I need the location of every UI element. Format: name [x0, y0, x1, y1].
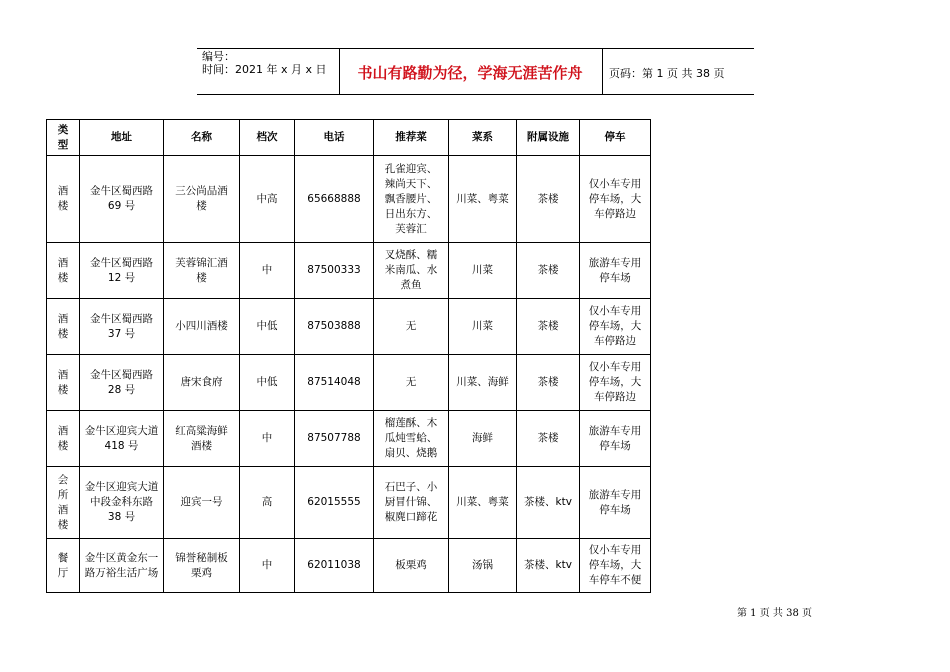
cell-address	[80, 411, 164, 467]
cell-text: 楼	[57, 439, 69, 452]
cell-text: 栗鸡	[191, 566, 212, 579]
cell-text: 小四川酒楼	[175, 320, 228, 332]
column-header-dishes	[374, 120, 449, 156]
cell-text: 茶楼、ktv	[524, 496, 572, 508]
cell-text: 车停路边	[594, 391, 636, 403]
cell-text: 扇贝、烧鹅	[384, 447, 438, 459]
cell-text: 餐	[57, 551, 69, 564]
cell-text: 金牛区蜀西路	[90, 368, 153, 381]
cell-text: 酒	[57, 185, 69, 197]
cell-text: 茶楼	[537, 376, 559, 388]
cell-text: 酒	[57, 256, 69, 269]
table-row	[47, 243, 651, 299]
cell-text: 会	[57, 473, 69, 486]
cell-text: 仅小车专用	[588, 305, 642, 317]
cell-parking	[580, 411, 651, 467]
cell-text: 茶楼	[537, 264, 559, 276]
cell-text: 69 号	[107, 200, 136, 212]
cell-address	[80, 467, 164, 539]
cell-grade	[240, 156, 295, 243]
cell-text: 煮鱼	[400, 279, 422, 291]
cell-phone	[295, 156, 374, 243]
cell-text: 厨冒什锦、	[384, 496, 438, 508]
cell-facilities	[517, 467, 580, 539]
restaurant-table	[46, 119, 651, 593]
cell-text: 石巴子、小	[384, 481, 438, 493]
cell-text: 62015555	[307, 496, 361, 508]
cell-type	[47, 156, 80, 243]
cell-text: 川菜	[472, 264, 493, 276]
cell-text: 金牛区蜀西路	[90, 185, 153, 197]
cell-name	[164, 299, 240, 355]
cell-grade	[240, 243, 295, 299]
cell-text: 楼	[57, 518, 69, 531]
header-divider-right	[602, 48, 603, 95]
cell-text: 楼	[57, 327, 69, 340]
cell-address	[80, 355, 164, 411]
cell-text: 茶楼	[537, 320, 559, 332]
cell-facilities	[517, 299, 580, 355]
cell-text: 停车场，大	[588, 192, 642, 205]
cell-text: 中	[261, 559, 273, 571]
column-header-phone	[295, 120, 374, 156]
cell-type	[47, 411, 80, 467]
cell-text: 酒楼	[191, 439, 212, 452]
cell-text: 仅小车专用	[588, 544, 642, 556]
cell-type	[47, 243, 80, 299]
cell-text: 椒麂口蹄花	[384, 511, 438, 523]
cell-text: 楼	[57, 200, 69, 212]
table-row	[47, 156, 651, 243]
column-header-address	[80, 120, 164, 156]
cell-facilities	[517, 156, 580, 243]
cell-text: 唐宋食府	[180, 376, 223, 388]
cell-type	[47, 539, 80, 593]
column-header-text: 推荐菜	[395, 131, 427, 143]
table-row	[47, 299, 651, 355]
cell-cuisine	[449, 467, 517, 539]
column-header-grade	[240, 120, 295, 156]
header-page-label: 页码：第 1 页 共 38 页	[609, 67, 725, 80]
cell-dishes	[374, 539, 449, 593]
cell-facilities	[517, 243, 580, 299]
cell-phone	[295, 355, 374, 411]
cell-parking	[580, 355, 651, 411]
cell-text: 米南瓜、水	[384, 264, 438, 276]
cell-text: 车停路边	[594, 207, 636, 220]
cell-dishes	[374, 243, 449, 299]
column-header-name	[164, 120, 240, 156]
cell-name	[164, 411, 240, 467]
cell-phone	[295, 539, 374, 593]
column-header-parking	[580, 120, 651, 156]
cell-text: 62011038	[307, 559, 361, 571]
cell-grade	[240, 355, 295, 411]
cell-parking	[580, 299, 651, 355]
column-header-text: 类	[57, 123, 69, 136]
cell-text: 迎宾一号	[180, 496, 223, 508]
cell-text: 茶楼	[537, 192, 559, 205]
cell-text: 停车场，大	[588, 559, 642, 571]
cell-text: 金牛区蜀西路	[90, 312, 153, 325]
cell-text: 中低	[256, 376, 278, 388]
cell-text: 红高粱海鲜	[175, 424, 228, 437]
cell-text: 无	[405, 320, 417, 332]
table-row	[47, 355, 651, 411]
cell-parking	[580, 467, 651, 539]
cell-text: 28 号	[107, 383, 136, 396]
cell-name	[164, 467, 240, 539]
cell-text: 楼	[196, 271, 207, 284]
cell-text: 金牛区迎宾大道	[84, 481, 159, 493]
cell-text: 叉烧酥、糯	[384, 249, 438, 261]
cell-text: 停车场，大	[588, 320, 642, 332]
cell-text: 汤锅	[472, 559, 493, 571]
time-label: 时间：2021 年 x 月 x 日	[202, 63, 327, 76]
cell-text: 芙蓉锦汇酒	[175, 256, 228, 269]
cell-text: 停车场	[599, 439, 631, 452]
column-header-text: 菜系	[472, 131, 493, 143]
cell-text: 旅游车专用	[588, 256, 642, 269]
cell-text: 孔雀迎宾、	[384, 162, 438, 175]
cell-dishes	[374, 355, 449, 411]
cell-cuisine	[449, 539, 517, 593]
cell-text: 酒	[57, 503, 69, 516]
cell-text: 榴莲酥、木	[384, 417, 438, 429]
cell-text: 旅游车专用	[588, 488, 642, 501]
cell-text: 金牛区黄金东一	[84, 551, 159, 564]
cell-phone	[295, 299, 374, 355]
cell-text: 停车场	[599, 503, 631, 516]
cell-grade	[240, 467, 295, 539]
cell-phone	[295, 243, 374, 299]
cell-dishes	[374, 467, 449, 539]
cell-text: 87503888	[307, 320, 361, 332]
cell-address	[80, 299, 164, 355]
cell-text: 车停车不便	[588, 574, 642, 586]
cell-text: 厅	[57, 566, 69, 579]
cell-text: 65668888	[307, 192, 361, 205]
cell-text: 37 号	[107, 327, 136, 340]
cell-text: 87514048	[307, 376, 361, 388]
cell-text: 茶楼	[537, 432, 559, 444]
cell-parking	[580, 243, 651, 299]
cell-cuisine	[449, 156, 517, 243]
column-header-cuisine	[449, 120, 517, 156]
cell-text: 停车场，大	[588, 376, 642, 388]
cell-text: 川菜、粤菜	[456, 496, 509, 508]
cell-text: 旅游车专用	[588, 424, 642, 437]
page-header	[197, 48, 754, 95]
cell-dishes	[374, 411, 449, 467]
cell-grade	[240, 411, 295, 467]
cell-text: 川菜	[472, 320, 493, 332]
cell-grade	[240, 539, 295, 593]
cell-text: 三公尚品酒	[175, 185, 228, 197]
column-header-facilities	[517, 120, 580, 156]
column-header-text: 地址	[111, 131, 132, 143]
cell-text: 所	[57, 488, 69, 501]
cell-text: 车停路边	[594, 335, 636, 347]
cell-cuisine	[449, 299, 517, 355]
cell-text: 楼	[57, 271, 69, 284]
cell-text: 酒	[57, 312, 69, 325]
column-header-text: 型	[57, 138, 69, 151]
cell-text: 川菜、粤菜	[456, 192, 509, 205]
table-row	[47, 411, 651, 467]
column-header-text: 停车	[604, 131, 626, 143]
cell-text: 茶楼、ktv	[524, 559, 572, 571]
table-header-row	[47, 120, 651, 156]
cell-text: 楼	[57, 383, 69, 396]
cell-text: 飘香腰片、	[384, 192, 438, 205]
cell-text: 辣尚天下、	[384, 177, 438, 190]
cell-facilities	[517, 539, 580, 593]
cell-text: 锦誉秘制板	[175, 551, 228, 564]
cell-name	[164, 156, 240, 243]
cell-text: 金牛区蜀西路	[90, 256, 153, 269]
header-bottom-rule	[197, 94, 754, 95]
cell-text: 中高	[256, 192, 278, 205]
cell-text: 仅小车专用	[588, 361, 642, 373]
cell-dishes	[374, 156, 449, 243]
column-header-type	[47, 120, 80, 156]
cell-text: 中	[261, 264, 273, 276]
table-body	[47, 156, 651, 593]
cell-facilities	[517, 355, 580, 411]
cell-text: 板栗鸡	[395, 559, 427, 571]
cell-text: 无	[405, 376, 417, 388]
cell-dishes	[374, 299, 449, 355]
cell-text: 中低	[256, 320, 278, 332]
cell-cuisine	[449, 243, 517, 299]
cell-address	[80, 243, 164, 299]
cell-name	[164, 539, 240, 593]
cell-text: 路万裕生活广场	[84, 566, 159, 579]
header-top-rule	[197, 48, 754, 49]
cell-type	[47, 355, 80, 411]
cell-text: 418 号	[104, 439, 139, 452]
table-row	[47, 467, 651, 539]
header-meta	[202, 50, 327, 76]
cell-text: 高	[261, 496, 273, 508]
column-header-text: 名称	[191, 131, 212, 143]
cell-type	[47, 299, 80, 355]
cell-parking	[580, 539, 651, 593]
cell-name	[164, 243, 240, 299]
cell-text: 12 号	[107, 271, 136, 284]
cell-text: 日出东方、	[384, 207, 438, 220]
column-header-text: 档次	[256, 131, 278, 143]
column-header-text: 附属设施	[527, 131, 569, 143]
cell-text: 海鲜	[472, 432, 493, 444]
cell-text: 楼	[196, 200, 207, 212]
cell-type	[47, 467, 80, 539]
cell-phone	[295, 467, 374, 539]
cell-address	[80, 156, 164, 243]
cell-phone	[295, 411, 374, 467]
cell-name	[164, 355, 240, 411]
cell-text: 金牛区迎宾大道	[84, 424, 159, 437]
cell-cuisine	[449, 355, 517, 411]
cell-text: 87507788	[307, 432, 361, 444]
cell-facilities	[517, 411, 580, 467]
cell-text: 瓜炖雪蛤、	[384, 432, 438, 444]
cell-grade	[240, 299, 295, 355]
column-header-text: 电话	[323, 131, 345, 143]
serial-label: 编号：	[202, 50, 235, 63]
cell-parking	[580, 156, 651, 243]
cell-address	[80, 539, 164, 593]
page-footer: 第 1 页 共 38 页	[737, 608, 812, 619]
cell-text: 中	[261, 432, 273, 444]
cell-text: 仅小车专用	[588, 177, 642, 190]
table-row	[47, 539, 651, 593]
cell-text: 芙蓉汇	[395, 222, 427, 235]
cell-text: 38 号	[107, 511, 136, 523]
cell-text: 酒	[57, 368, 69, 381]
cell-text: 中段金科东路	[90, 496, 153, 508]
header-motto: 书山有路勤为径，学海无涯苦作舟	[357, 64, 583, 82]
cell-text: 川菜、海鲜	[456, 376, 509, 388]
cell-text: 酒	[57, 424, 69, 437]
cell-text: 停车场	[599, 271, 631, 284]
cell-text: 87500333	[307, 264, 361, 276]
cell-cuisine	[449, 411, 517, 467]
